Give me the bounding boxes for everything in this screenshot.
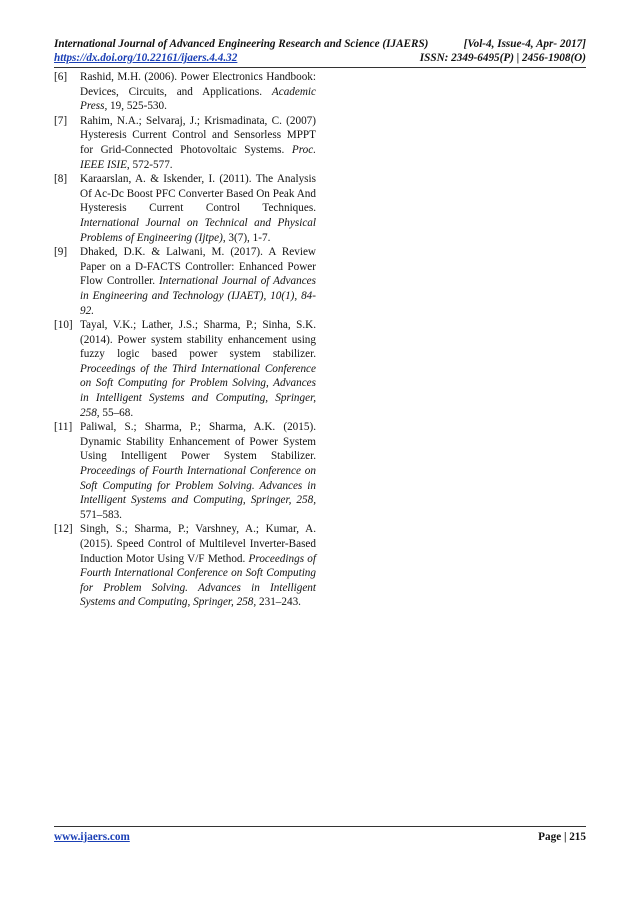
reference-source: Proceedings of Fourth International Conference on Soft Computing for Problem Solving. Advances in Intelligent Systems and Computing, Springer, 258, bbox=[80, 552, 316, 609]
page-number: Page | 215 bbox=[538, 831, 586, 843]
page-header bbox=[54, 37, 586, 65]
reference-source: Proc. IEEE ISIE bbox=[80, 143, 316, 171]
journal-title: International Journal of Advanced Engineering Research and Science (IJAERS) bbox=[54, 38, 429, 50]
reference-item bbox=[54, 114, 316, 172]
reference-number: [6] bbox=[54, 71, 68, 83]
volume-info: [Vol-4, Issue-4, Apr- 2017] bbox=[463, 38, 586, 50]
reference-number: [7] bbox=[54, 114, 68, 127]
reference-item bbox=[54, 420, 316, 522]
reference-text: Rashid, M.H. (2006). Power Electronics Handbook: Devices, Circuits, and Applications. bbox=[80, 71, 316, 98]
reference-item bbox=[54, 70, 316, 114]
doi-link[interactable]: https://dx.doi.org/10.22161/ijaers.4.4.32 bbox=[54, 52, 238, 64]
reference-number: [12] bbox=[54, 523, 73, 536]
header-rule bbox=[54, 67, 586, 68]
reference-source: Proceedings of Fourth International Conference on Soft Computing for Problem Solving. Advances in Intelligent Systems and Computing, Springer, 258, bbox=[80, 465, 316, 507]
reference-item bbox=[54, 522, 316, 610]
reference-source: International Journal on Technical and Physical Problems of Engineering (Ijtpe) bbox=[80, 216, 316, 244]
issn-info: ISSN: 2349-6495(P) | 2456-1908(O) bbox=[419, 52, 586, 64]
reference-text: Tayal, V.K.; Lather, J.S.; Sharma, P.; Sinha, S.K. (2014). Power system stability enhancement using fuzzy logic based power system stabilizer. bbox=[80, 319, 316, 361]
reference-pages: , 3(7), 1-7. bbox=[222, 231, 271, 244]
reference-number: [10] bbox=[54, 319, 73, 332]
reference-list bbox=[54, 70, 316, 610]
reference-pages: 571–583. bbox=[80, 508, 122, 521]
reference-text: Paliwal, S.; Sharma, P.; Sharma, A.K. (2015). Dynamic Stability Enhancement of Power System Using Intelligent Power System Stabilizer. bbox=[80, 421, 316, 463]
reference-number: [9] bbox=[54, 246, 68, 259]
reference-item bbox=[54, 245, 316, 318]
reference-item bbox=[54, 172, 316, 245]
reference-source: Academic Press, bbox=[80, 85, 316, 113]
reference-number: [8] bbox=[54, 173, 68, 186]
website-link[interactable]: www.ijaers.com bbox=[54, 831, 130, 843]
footer-rule bbox=[54, 826, 586, 827]
page-footer bbox=[54, 831, 586, 843]
reference-source: International Journal of Advances in Engineering and Technology (IJAET), 10(1), 84-92. bbox=[80, 275, 316, 317]
reference-text: Karaarslan, A. & Iskender, I. (2011). The Analysis Of Ac-Dc Boost PFC Converter Based On Peak And Hysteresis Current Control Techniques. bbox=[80, 173, 316, 215]
reference-text: Singh, S.; Sharma, P.; Varshney, A.; Kumar, A. (2015). Speed Control of Multilevel Inverter-Based Induction Motor Using V/F Method. bbox=[80, 523, 316, 565]
reference-text: Rahim, N.A.; Selvaraj, J.; Krismadinata, C. (2007) Hysteresis Current Control and Sensorless MPPT for Grid-Connected Photovoltaic Systems. bbox=[80, 114, 316, 156]
reference-source: Proceedings of the Third International Conference on Soft Computing for Problem Solving, Advances in Intelligent Systems and Computing, Springer, 258, bbox=[80, 362, 316, 419]
reference-item bbox=[54, 318, 316, 420]
reference-pages: , 572-577. bbox=[126, 158, 173, 171]
reference-text: Dhaked, D.K. & Lalwani, M. (2017). A Review Paper on a D-FACTS Controller: Enhanced Power Flow Controller. bbox=[80, 246, 316, 288]
reference-pages: 231–243. bbox=[256, 596, 301, 609]
reference-number: [11] bbox=[54, 421, 73, 434]
reference-pages: 55–68. bbox=[99, 406, 134, 419]
reference-pages: 19, 525-530. bbox=[107, 100, 167, 113]
